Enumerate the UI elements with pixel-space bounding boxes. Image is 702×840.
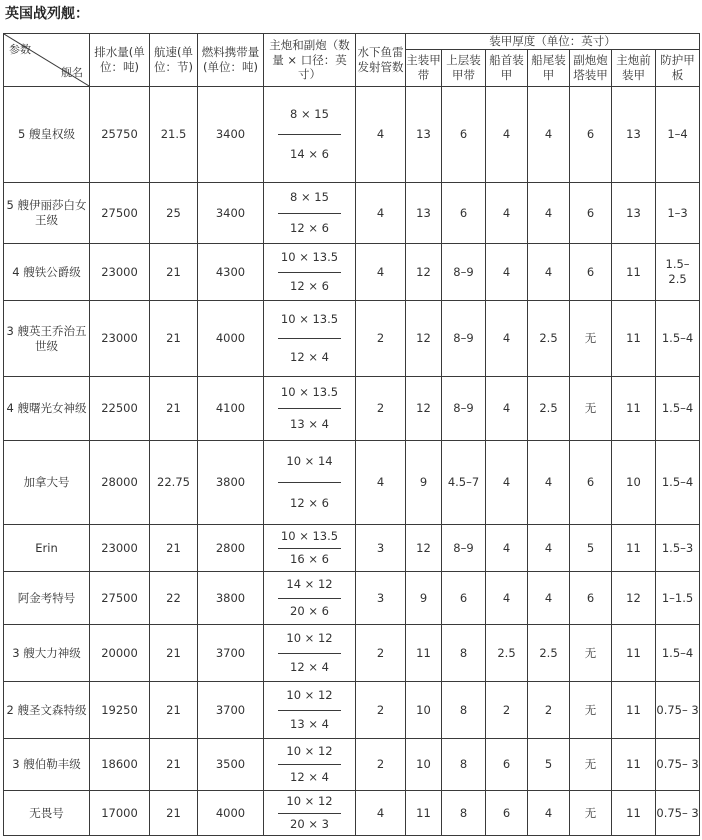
armor-deck-value: 1.5–4: [656, 441, 700, 525]
ship-name: 4 艘曙光女神级: [4, 377, 90, 441]
guns-cell: [264, 572, 356, 625]
col-armor-group: 装甲厚度（单位：英寸）: [406, 34, 700, 50]
armor-deck-value: 1.5–4: [656, 377, 700, 441]
armor-main-belt-value: 9: [406, 441, 442, 525]
fuel-value: 3500: [198, 739, 264, 791]
col-fuel: 燃料携带量(单位：吨): [198, 34, 264, 87]
secondary-gun-value: 14 × 6: [290, 146, 329, 161]
armor-main-front-value: 11: [612, 625, 656, 682]
table-row: [4, 377, 700, 441]
ship-name: 阿金考特号: [4, 572, 90, 625]
ship-name: 3 艘英王乔治五世级: [4, 301, 90, 377]
main-gun-value: 10 × 12: [286, 794, 333, 809]
armor-bow-value: 2.5: [486, 625, 528, 682]
col-armor-main-belt: 主装甲带: [406, 49, 442, 86]
armor-upper-belt-value: 8–9: [442, 525, 486, 572]
table-row: [4, 441, 700, 525]
armor-secondary-turret-value: 6: [570, 86, 612, 182]
table-row: [4, 244, 700, 301]
armor-main-belt-value: 11: [406, 625, 442, 682]
displacement-value: 20000: [90, 625, 150, 682]
armor-deck-value: 1–3: [656, 183, 700, 244]
guns-cell: [264, 441, 356, 525]
table-body: [4, 86, 700, 835]
ship-name: Erin: [4, 525, 90, 572]
armor-main-belt-value: 12: [406, 525, 442, 572]
armor-upper-belt-value: 4.5–7: [442, 441, 486, 525]
col-armor-main-front: 主炮前装甲: [612, 49, 656, 86]
ship-name: 3 艘伯勒丰级: [4, 739, 90, 791]
speed-value: 21: [150, 301, 198, 377]
torpedo-value: 4: [356, 86, 406, 182]
speed-value: 21: [150, 525, 198, 572]
secondary-gun-value: 12 × 4: [290, 659, 329, 674]
ship-name: 5 艘伊丽莎白女王级: [4, 183, 90, 244]
secondary-gun-value: 13 × 4: [290, 417, 329, 432]
secondary-gun-value: 13 × 4: [290, 716, 329, 731]
armor-secondary-turret-value: 6: [570, 183, 612, 244]
armor-secondary-turret-value: 无: [570, 739, 612, 791]
col-armor-deck: 防护甲板: [656, 49, 700, 86]
secondary-gun-value: 12 × 6: [290, 278, 329, 293]
armor-main-front-value: 11: [612, 739, 656, 791]
fuel-value: 3700: [198, 682, 264, 739]
armor-deck-value: 0.75– 3: [656, 739, 700, 791]
secondary-gun-value: 12 × 6: [290, 220, 329, 235]
armor-main-belt-value: 12: [406, 377, 442, 441]
torpedo-value: 3: [356, 525, 406, 572]
fuel-value: 3400: [198, 183, 264, 244]
ship-name: 5 艘皇权级: [4, 86, 90, 182]
armor-bow-value: 4: [486, 525, 528, 572]
col-armor-secondary-turret: 副炮炮塔装甲: [570, 49, 612, 86]
armor-stern-value: 2.5: [528, 625, 570, 682]
guns-cell: [264, 739, 356, 791]
fuel-value: 4000: [198, 791, 264, 836]
armor-upper-belt-value: 6: [442, 183, 486, 244]
armor-deck-value: 0.75– 3: [656, 791, 700, 836]
armor-secondary-turret-value: 无: [570, 791, 612, 836]
main-gun-value: 8 × 15: [290, 107, 329, 122]
guns-cell: [264, 791, 356, 836]
torpedo-value: 4: [356, 244, 406, 301]
armor-main-belt-value: 12: [406, 301, 442, 377]
guns-cell: [264, 377, 356, 441]
armor-stern-value: 4: [528, 572, 570, 625]
armor-upper-belt-value: 8: [442, 791, 486, 836]
torpedo-value: 3: [356, 572, 406, 625]
armor-upper-belt-value: 8: [442, 739, 486, 791]
ship-name: 3 艘大力神级: [4, 625, 90, 682]
fuel-value: 3800: [198, 572, 264, 625]
armor-main-front-value: 11: [612, 301, 656, 377]
armor-main-front-value: 11: [612, 377, 656, 441]
armor-secondary-turret-value: 无: [570, 301, 612, 377]
armor-secondary-turret-value: 无: [570, 377, 612, 441]
armor-bow-value: 4: [486, 572, 528, 625]
fuel-value: 4000: [198, 301, 264, 377]
armor-stern-value: 4: [528, 86, 570, 182]
table-row: [4, 739, 700, 791]
displacement-value: 23000: [90, 301, 150, 377]
armor-upper-belt-value: 8–9: [442, 377, 486, 441]
armor-deck-value: 1–4: [656, 86, 700, 182]
corner-header: [4, 34, 90, 87]
secondary-gun-value: 16 × 6: [290, 552, 329, 567]
main-gun-value: 10 × 13.5: [280, 250, 339, 265]
armor-main-belt-value: 10: [406, 682, 442, 739]
displacement-value: 18600: [90, 739, 150, 791]
ship-name: 加拿大号: [4, 441, 90, 525]
armor-main-front-value: 12: [612, 572, 656, 625]
table-row: [4, 682, 700, 739]
displacement-value: 23000: [90, 244, 150, 301]
corner-ship-label: 舰名: [61, 65, 83, 79]
col-guns: 主炮和副炮（数量 × 口径：英寸）: [264, 34, 356, 87]
fuel-value: 4300: [198, 244, 264, 301]
armor-bow-value: 4: [486, 377, 528, 441]
table-row: [4, 86, 700, 182]
armor-secondary-turret-value: 5: [570, 525, 612, 572]
armor-secondary-turret-value: 6: [570, 441, 612, 525]
secondary-gun-value: 12 × 4: [290, 770, 329, 785]
fuel-value: 4100: [198, 377, 264, 441]
speed-value: 21: [150, 244, 198, 301]
armor-upper-belt-value: 8: [442, 625, 486, 682]
torpedo-value: 4: [356, 791, 406, 836]
armor-stern-value: 4: [528, 441, 570, 525]
col-speed: 航速(单位：节): [150, 34, 198, 87]
secondary-gun-value: 12 × 6: [290, 496, 329, 511]
armor-main-belt-value: 11: [406, 791, 442, 836]
armor-bow-value: 2: [486, 682, 528, 739]
armor-main-front-value: 13: [612, 86, 656, 182]
main-gun-value: 10 × 12: [286, 744, 333, 759]
col-displacement: 排水量(单位：吨): [90, 34, 150, 87]
armor-bow-value: 4: [486, 86, 528, 182]
armor-main-belt-value: 9: [406, 572, 442, 625]
displacement-value: 17000: [90, 791, 150, 836]
armor-main-belt-value: 12: [406, 244, 442, 301]
speed-value: 22: [150, 572, 198, 625]
armor-main-front-value: 10: [612, 441, 656, 525]
displacement-value: 27500: [90, 183, 150, 244]
table-row: [4, 525, 700, 572]
main-gun-value: 10 × 14: [286, 454, 333, 469]
col-armor-upper-belt: 上层装甲带: [442, 49, 486, 86]
guns-cell: [264, 625, 356, 682]
table-row: [4, 183, 700, 244]
main-gun-value: 10 × 13.5: [280, 312, 339, 327]
armor-upper-belt-value: 8: [442, 682, 486, 739]
speed-value: 21: [150, 682, 198, 739]
header-row: [4, 34, 700, 50]
armor-stern-value: 2.5: [528, 377, 570, 441]
guns-cell: [264, 244, 356, 301]
torpedo-value: 2: [356, 682, 406, 739]
main-gun-value: 10 × 13.5: [280, 528, 339, 543]
armor-main-front-value: 11: [612, 791, 656, 836]
armor-deck-value: 1.5–4: [656, 301, 700, 377]
displacement-value: 19250: [90, 682, 150, 739]
main-gun-value: 10 × 13.5: [280, 385, 339, 400]
corner-param-label: 参数: [9, 43, 31, 56]
speed-value: 21: [150, 739, 198, 791]
fuel-value: 3800: [198, 441, 264, 525]
armor-deck-value: 1.5–4: [656, 625, 700, 682]
main-gun-value: 10 × 12: [286, 631, 333, 646]
armor-stern-value: 2: [528, 682, 570, 739]
guns-cell: [264, 86, 356, 182]
torpedo-value: 4: [356, 183, 406, 244]
fuel-value: 2800: [198, 525, 264, 572]
armor-main-front-value: 13: [612, 183, 656, 244]
torpedo-value: 2: [356, 301, 406, 377]
guns-cell: [264, 301, 356, 377]
displacement-value: 23000: [90, 525, 150, 572]
secondary-gun-value: 12 × 4: [290, 350, 329, 365]
armor-main-front-value: 11: [612, 682, 656, 739]
main-gun-value: 8 × 15: [290, 190, 329, 205]
armor-bow-value: 4: [486, 301, 528, 377]
guns-cell: [264, 682, 356, 739]
secondary-gun-value: 20 × 3: [290, 816, 329, 831]
armor-bow-value: 6: [486, 791, 528, 836]
armor-main-front-value: 11: [612, 244, 656, 301]
col-armor-stern: 船尾装甲: [528, 49, 570, 86]
speed-value: 21: [150, 377, 198, 441]
armor-bow-value: 4: [486, 183, 528, 244]
page-title: 英国战列舰：: [5, 6, 89, 22]
armor-secondary-turret-value: 无: [570, 682, 612, 739]
ship-name: 2 艘圣文森特级: [4, 682, 90, 739]
ship-name: 无畏号: [4, 791, 90, 836]
fuel-value: 3700: [198, 625, 264, 682]
armor-upper-belt-value: 8–9: [442, 301, 486, 377]
armor-deck-value: 1.5– 2.5: [656, 244, 700, 301]
torpedo-value: 2: [356, 625, 406, 682]
fuel-value: 3400: [198, 86, 264, 182]
col-torpedo: 水下鱼雷发射管数: [356, 34, 406, 87]
armor-main-belt-value: 10: [406, 739, 442, 791]
armor-deck-value: 1–1.5: [656, 572, 700, 625]
armor-bow-value: 4: [486, 441, 528, 525]
table-row: [4, 791, 700, 836]
armor-bow-value: 6: [486, 739, 528, 791]
speed-value: 21.5: [150, 86, 198, 182]
displacement-value: 25750: [90, 86, 150, 182]
armor-main-belt-value: 13: [406, 183, 442, 244]
armor-secondary-turret-value: 6: [570, 244, 612, 301]
guns-cell: [264, 525, 356, 572]
armor-upper-belt-value: 6: [442, 86, 486, 182]
secondary-gun-value: 20 × 6: [290, 603, 329, 618]
armor-bow-value: 4: [486, 244, 528, 301]
guns-cell: [264, 183, 356, 244]
armor-stern-value: 4: [528, 244, 570, 301]
displacement-value: 22500: [90, 377, 150, 441]
armor-stern-value: 4: [528, 791, 570, 836]
armor-stern-value: 4: [528, 183, 570, 244]
ship-name: 4 艘铁公爵级: [4, 244, 90, 301]
speed-value: 25: [150, 183, 198, 244]
armor-stern-value: 2.5: [528, 301, 570, 377]
speed-value: 21: [150, 625, 198, 682]
battleship-table: [3, 33, 700, 836]
armor-main-front-value: 11: [612, 525, 656, 572]
col-armor-bow: 船首装甲: [486, 49, 528, 86]
armor-upper-belt-value: 6: [442, 572, 486, 625]
speed-value: 22.75: [150, 441, 198, 525]
torpedo-value: 2: [356, 739, 406, 791]
table-row: [4, 301, 700, 377]
displacement-value: 27500: [90, 572, 150, 625]
armor-secondary-turret-value: 6: [570, 572, 612, 625]
armor-stern-value: 4: [528, 525, 570, 572]
table-row: [4, 625, 700, 682]
torpedo-value: 4: [356, 441, 406, 525]
armor-main-belt-value: 13: [406, 86, 442, 182]
armor-deck-value: 1.5–3: [656, 525, 700, 572]
armor-stern-value: 5: [528, 739, 570, 791]
displacement-value: 28000: [90, 441, 150, 525]
armor-secondary-turret-value: 无: [570, 625, 612, 682]
table-row: [4, 572, 700, 625]
main-gun-value: 14 × 12: [286, 577, 333, 592]
armor-deck-value: 0.75– 3: [656, 682, 700, 739]
speed-value: 21: [150, 791, 198, 836]
armor-upper-belt-value: 8–9: [442, 244, 486, 301]
main-gun-value: 10 × 12: [286, 688, 333, 703]
torpedo-value: 2: [356, 377, 406, 441]
